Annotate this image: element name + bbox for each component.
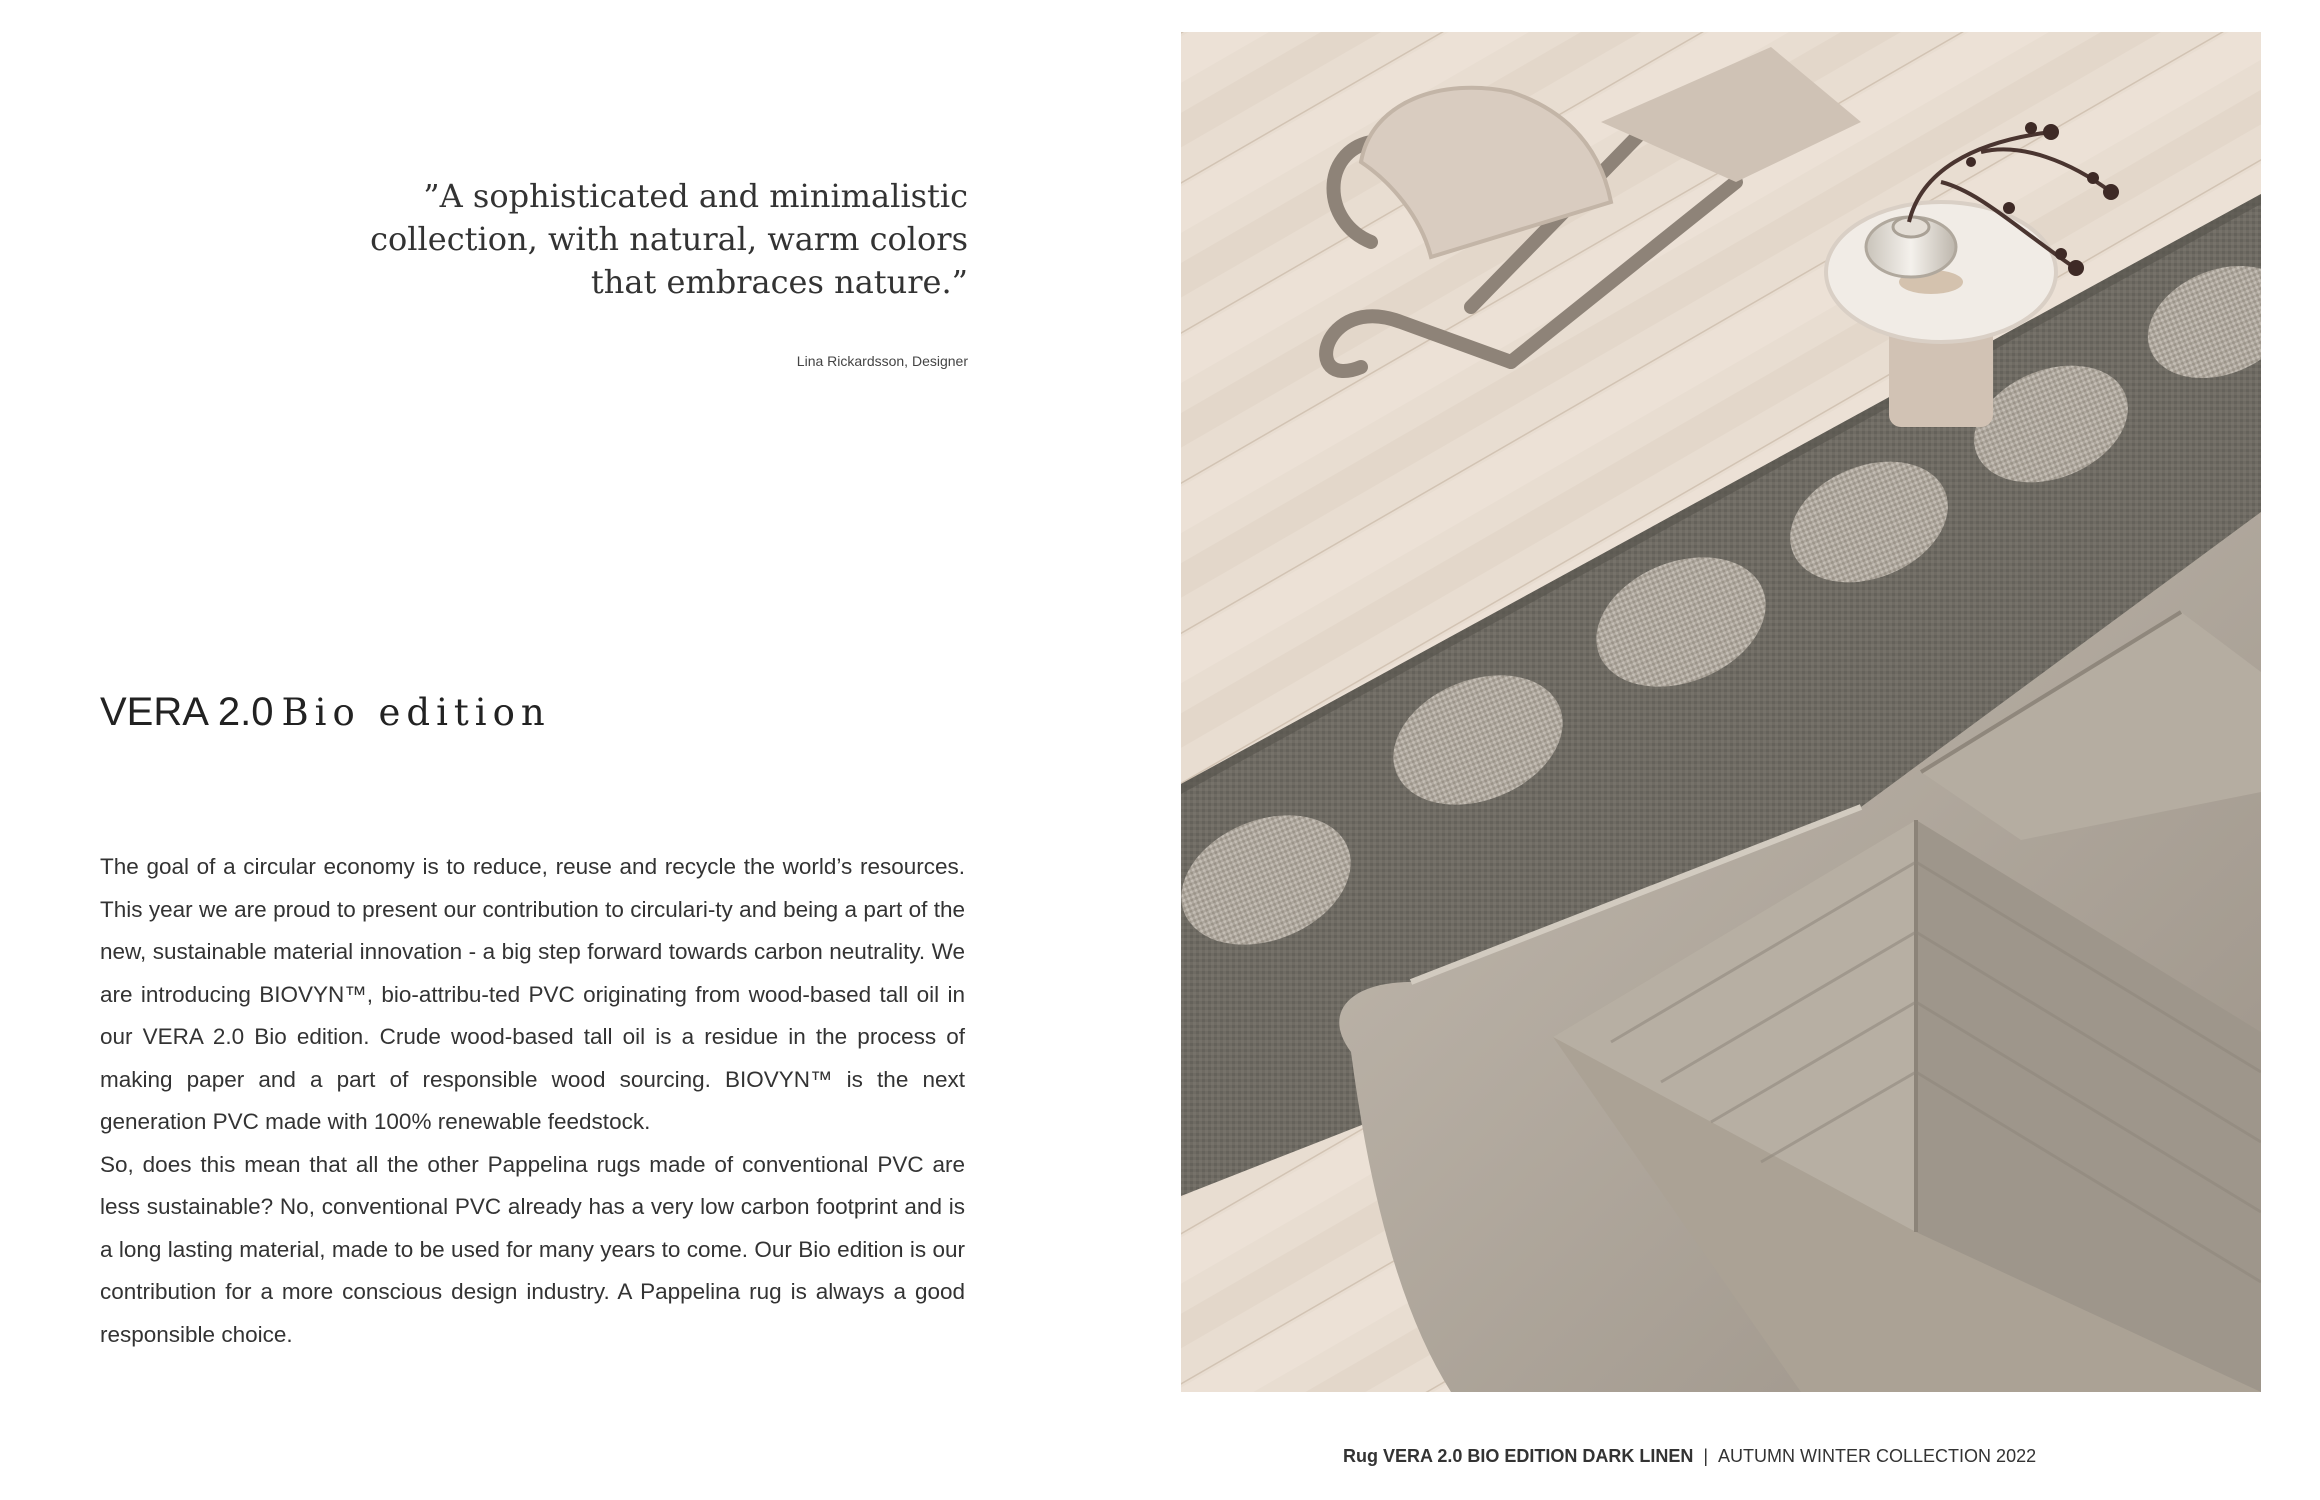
quote-line: that embraces nature.”: [590, 263, 968, 301]
caption-separator: |: [1703, 1446, 1709, 1466]
body-paragraph: So, does this mean that all the other Pappelina rugs made of conventional PVC are less sustainable? No, conventional PVC already has a very low carbon footprint and is a long lasting material, made to be used for many years to come. Our Bio edition is our contribution for a more conscious design industry. A Pappelina rug is always a good responsible choice.: [100, 1151, 965, 1347]
caption-product: Rug VERA 2.0 BIO EDITION DARK LINEN: [1343, 1446, 1694, 1466]
room-scene-illustration: [1181, 32, 2261, 1392]
edition-name: Bio edition: [281, 691, 551, 734]
product-photo: [1181, 32, 2261, 1392]
quote-line: collection, with natural, warm colors: [370, 220, 968, 258]
quote-line: ”A sophisticated and minimalistic: [423, 177, 968, 215]
caption-collection: AUTUMN WINTER COLLECTION 2022: [1718, 1446, 2037, 1466]
body-paragraph: The goal of a circular economy is to reduce, reuse and recycle the world’s resources. This year we are proud to present our contribution to circulari-ty and being a part of the new, sustainable material innovation - a big step forward towards carbon neutrality. We are introducing BIOVYN™, bio-attribu-ted PVC originating from wood-based tall oil in our VERA 2.0 Bio edition. Crude wood-based tall oil is a residue in the process of making paper and a part of responsible wood sourcing. BIOVYN™ is the next generation PVC made with 100% renewable feedstock.: [100, 854, 965, 1134]
photo-caption: [1343, 1446, 2036, 1467]
page-title: [100, 690, 551, 735]
designer-quote: [348, 175, 968, 304]
vase: [1866, 217, 1956, 277]
body-copy: [100, 846, 965, 1356]
product-name: VERA 2.0: [100, 690, 274, 734]
quote-attribution: Lina Rickardsson, Designer: [796, 353, 968, 369]
